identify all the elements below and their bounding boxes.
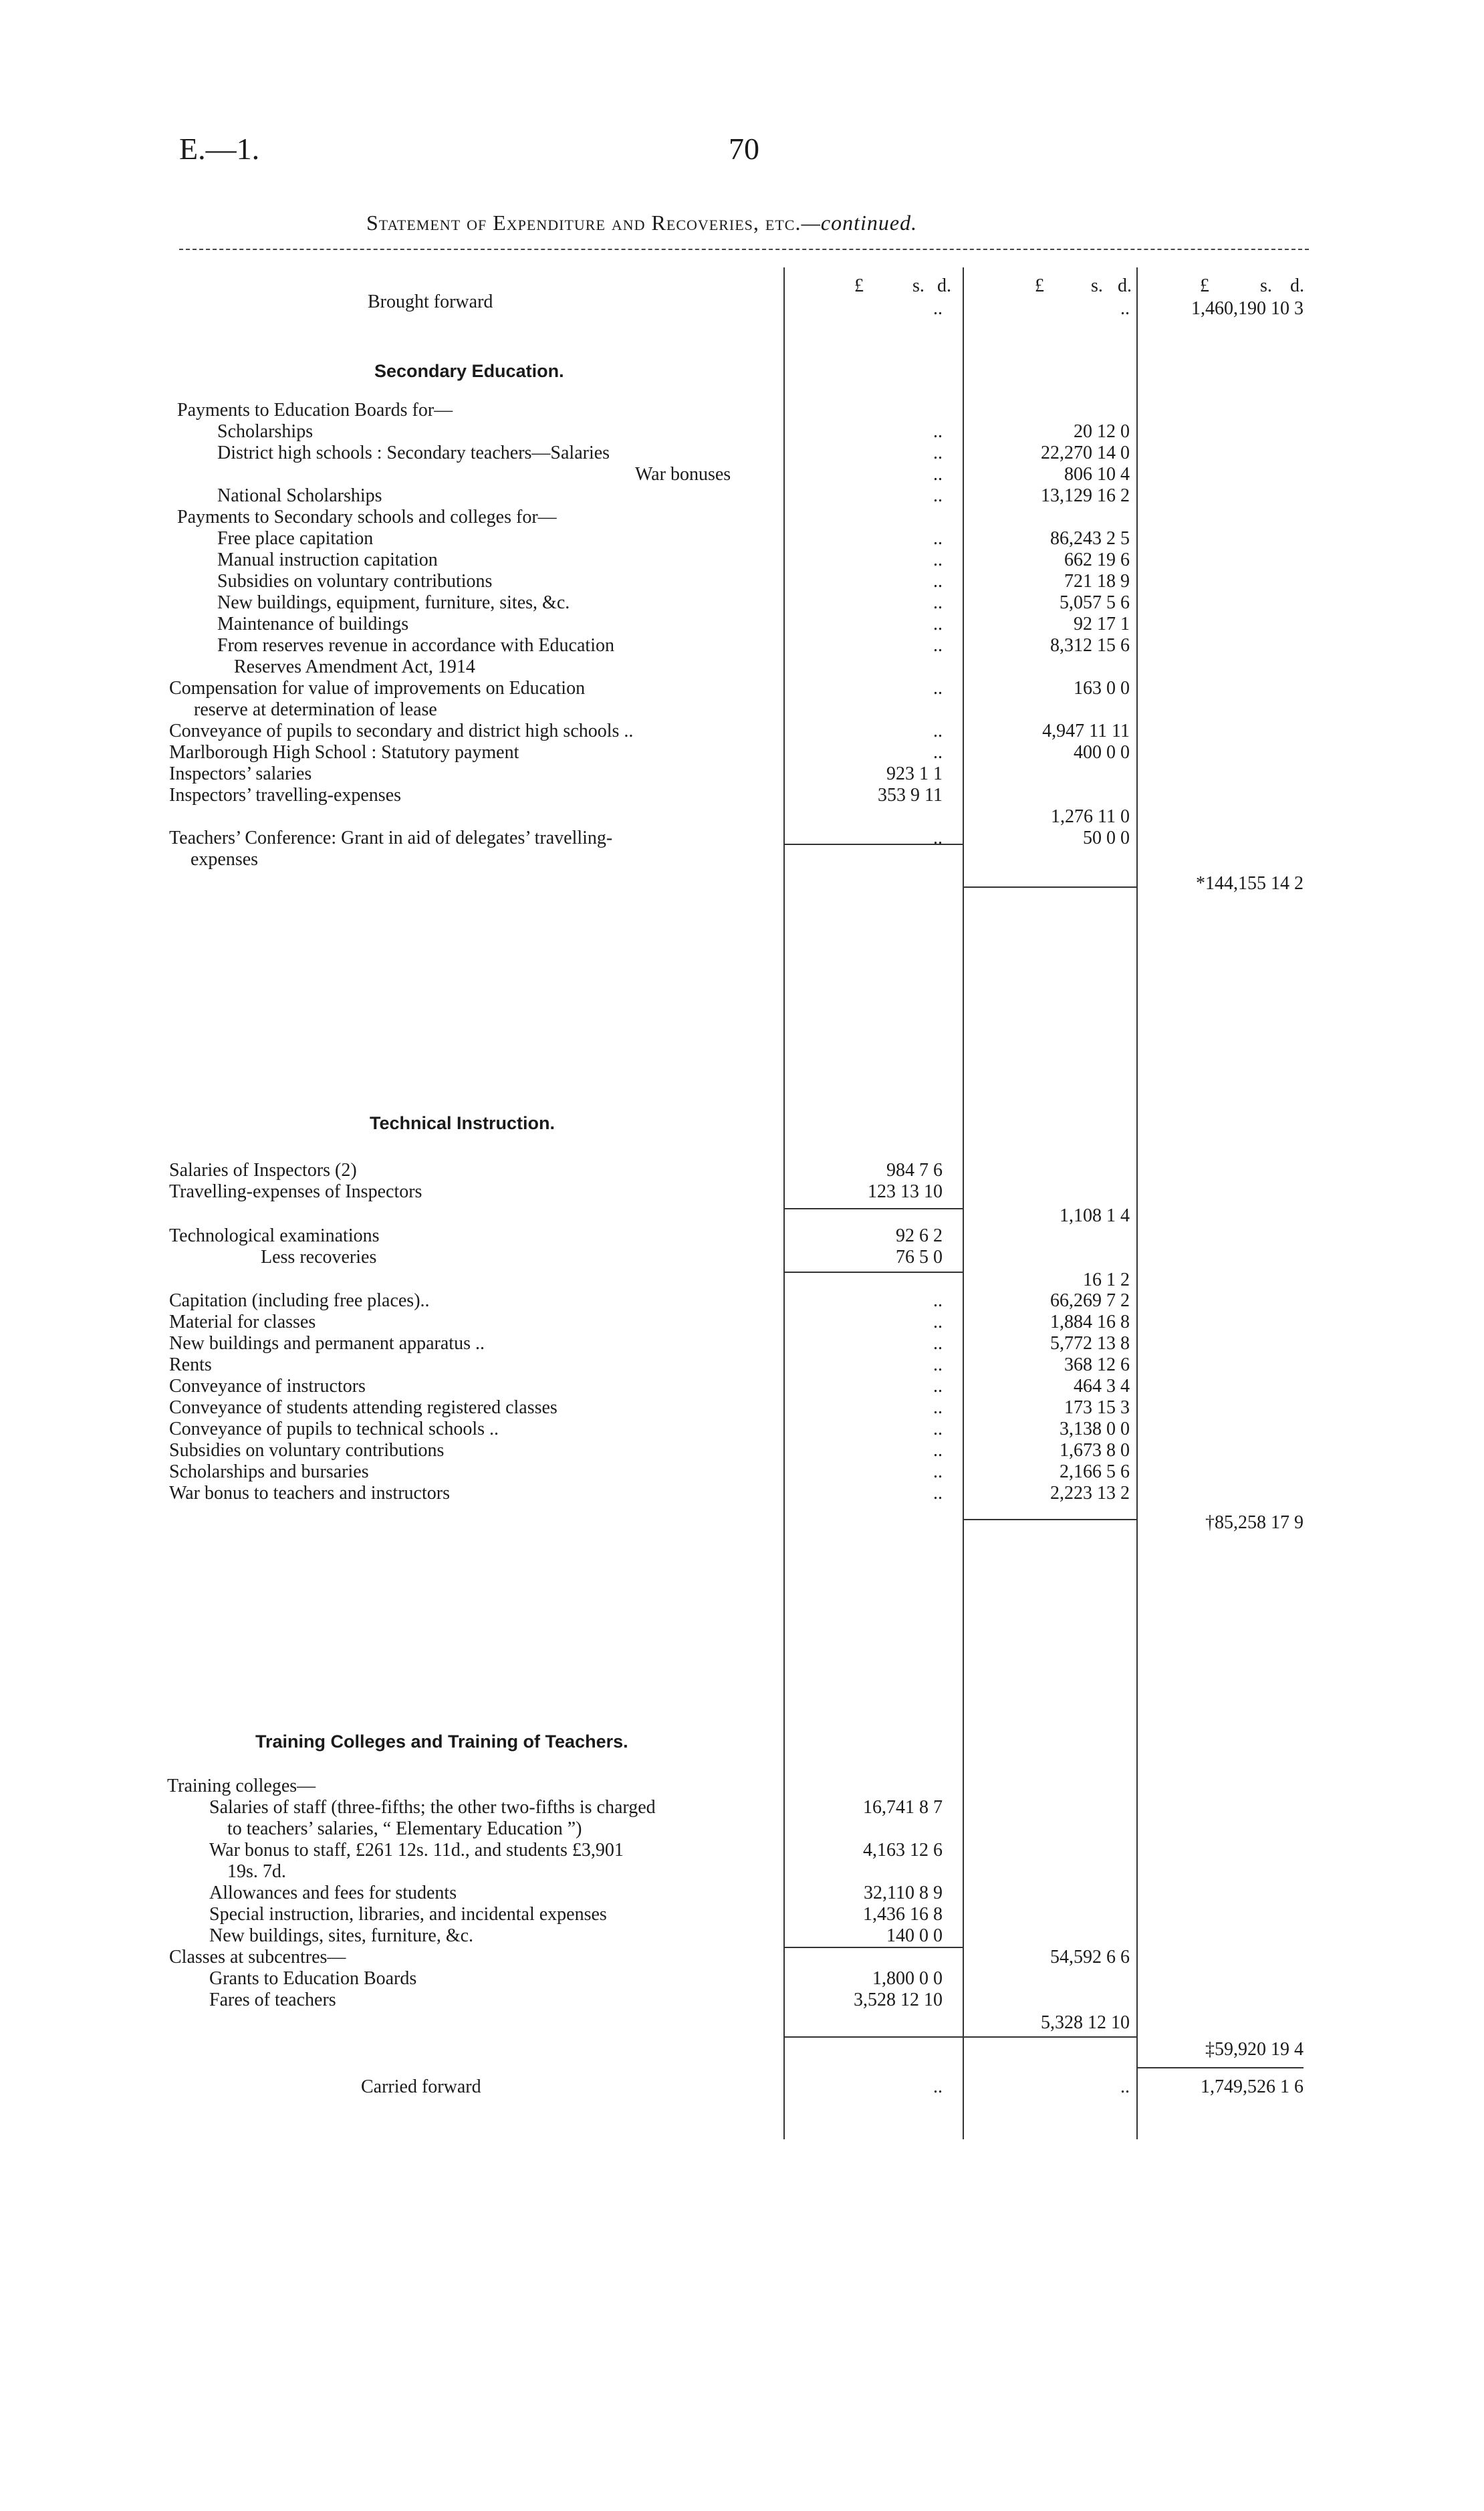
secondary-row-c1: .. bbox=[933, 528, 943, 549]
technical-row bbox=[167, 1312, 769, 1333]
secondary-row-c2: 20 12 0 bbox=[1074, 421, 1130, 442]
technical-row-c1: 76 5 0 bbox=[896, 1247, 943, 1268]
training-row bbox=[167, 1925, 769, 1947]
training-row-c1: 1,436 16 8 bbox=[863, 1904, 943, 1925]
technical-row bbox=[167, 1181, 769, 1203]
technical-row-c2: 2,223 13 2 bbox=[1050, 1483, 1130, 1504]
secondary-row-c2: 1,276 11 0 bbox=[1051, 806, 1130, 827]
secondary-row-label: Free place capitation bbox=[217, 528, 374, 549]
training-row-c2: 5,328 12 10 bbox=[1041, 2012, 1130, 2033]
technical-row bbox=[167, 1290, 769, 1312]
secondary-row-c2: 22,270 14 0 bbox=[1041, 443, 1130, 463]
training-row-label: Classes at subcentres— bbox=[169, 1947, 346, 1967]
training-row-label: New buildings, sites, furniture, &c. bbox=[209, 1925, 474, 1946]
training-row-label: Special instruction, libraries, and incidental expenses bbox=[209, 1904, 607, 1925]
page-title bbox=[366, 211, 917, 235]
training-row-label: Grants to Education Boards bbox=[209, 1968, 417, 1989]
col3-pence-header: d. bbox=[1290, 275, 1304, 296]
secondary-row-label: Subsidies on voluntary contributions bbox=[217, 571, 493, 592]
training-row bbox=[167, 1861, 769, 1883]
secondary-row bbox=[167, 806, 769, 828]
technical-row-label: Capitation (including free places).. bbox=[169, 1290, 430, 1311]
training-total: ‡59,920 19 4 bbox=[1205, 2039, 1304, 2060]
secondary-row-c1: 923 1 1 bbox=[886, 763, 943, 784]
technical-row-c1: .. bbox=[933, 1461, 943, 1482]
technical-row-c2: 1,673 8 0 bbox=[1060, 1440, 1130, 1461]
title-continued: —continued. bbox=[801, 211, 918, 235]
carried-forward-c2: .. bbox=[1120, 2076, 1130, 2097]
secondary-row-c1: .. bbox=[933, 443, 943, 463]
training-rule-1 bbox=[783, 1947, 963, 1948]
training-row-c1: 32,110 8 9 bbox=[864, 1883, 943, 1903]
training-row bbox=[167, 1968, 769, 1990]
technical-row-c1: .. bbox=[933, 1419, 943, 1439]
secondary-row bbox=[167, 721, 769, 742]
title-main: Statement of Expenditure and Recoveries, etc. bbox=[366, 211, 801, 235]
training-row bbox=[167, 1904, 769, 1925]
training-row-label: Allowances and fees for students bbox=[209, 1883, 457, 1903]
training-row bbox=[167, 1776, 769, 1797]
technical-row-label: New buildings and permanent apparatus .. bbox=[169, 1333, 485, 1354]
secondary-row-label: expenses bbox=[191, 849, 259, 870]
secondary-row-c1: .. bbox=[933, 485, 943, 506]
technical-row-c1: 123 13 10 bbox=[868, 1181, 943, 1202]
technical-row-c1: .. bbox=[933, 1290, 943, 1311]
secondary-row bbox=[167, 849, 769, 870]
secondary-row bbox=[167, 528, 769, 550]
col3-pound-header: £ bbox=[1200, 275, 1209, 296]
carried-forward-c1: .. bbox=[933, 2076, 943, 2097]
technical-row bbox=[167, 1354, 769, 1376]
secondary-row-label: Compensation for value of improvements on Education bbox=[169, 678, 586, 699]
training-row-label: War bonus to staff, £261 12s. 11d., and students £3,901 bbox=[209, 1840, 624, 1861]
technical-row bbox=[167, 1440, 769, 1461]
technical-row-label: Conveyance of instructors bbox=[169, 1376, 366, 1397]
training-row bbox=[167, 1840, 769, 1861]
technical-row-label: Conveyance of students attending registered classes bbox=[169, 1397, 558, 1418]
col2-pound-header: £ bbox=[1035, 275, 1044, 296]
technical-row bbox=[167, 1333, 769, 1354]
col3-shilling-header: s. bbox=[1260, 275, 1272, 296]
technical-row-c2: 1,108 1 4 bbox=[1060, 1205, 1130, 1226]
technical-row-c2: 1,884 16 8 bbox=[1050, 1312, 1130, 1332]
brought-forward-label: Brought forward bbox=[368, 291, 493, 312]
secondary-row-label: reserve at determination of lease bbox=[194, 699, 437, 720]
technical-rule-2 bbox=[783, 1272, 963, 1273]
secondary-row bbox=[167, 614, 769, 635]
technical-row bbox=[167, 1419, 769, 1440]
technical-row-c1: .. bbox=[933, 1312, 943, 1332]
training-total-rule bbox=[1136, 2067, 1304, 2068]
technical-row-label: Salaries of Inspectors (2) bbox=[169, 1160, 357, 1181]
secondary-row bbox=[167, 828, 769, 849]
technical-row-c2: 368 12 6 bbox=[1064, 1354, 1130, 1375]
secondary-row-c1: .. bbox=[933, 421, 943, 442]
secondary-row bbox=[167, 763, 769, 785]
technical-row bbox=[167, 1160, 769, 1181]
technical-row-label: Rents bbox=[169, 1354, 212, 1375]
secondary-row-c2: 8,312 15 6 bbox=[1050, 635, 1130, 656]
technical-row-c1: .. bbox=[933, 1397, 943, 1418]
secondary-row-c1: 353 9 11 bbox=[878, 785, 943, 806]
secondary-row-c1: .. bbox=[933, 678, 943, 699]
secondary-row bbox=[167, 550, 769, 571]
training-row-c1: 1,800 0 0 bbox=[872, 1968, 943, 1989]
technical-row-c1: .. bbox=[933, 1483, 943, 1504]
secondary-row bbox=[167, 656, 769, 678]
brought-forward-row bbox=[167, 291, 769, 313]
technical-total-rule bbox=[963, 1519, 1136, 1520]
technical-row-label: Travelling-expenses of Inspectors bbox=[169, 1181, 422, 1202]
technical-row-label: Scholarships and bursaries bbox=[169, 1461, 369, 1482]
training-row bbox=[167, 1990, 769, 2011]
secondary-row-c2: 806 10 4 bbox=[1064, 464, 1130, 485]
secondary-row-label: Conveyance of pupils to secondary and district high schools .. bbox=[169, 721, 634, 741]
technical-row bbox=[167, 1270, 769, 1291]
secondary-row-label: National Scholarships bbox=[217, 485, 382, 506]
technical-total: †85,258 17 9 bbox=[1205, 1512, 1304, 1533]
technical-row-label: Less recoveries bbox=[261, 1247, 377, 1268]
training-row bbox=[167, 1883, 769, 1904]
secondary-row-label: Maintenance of buildings bbox=[217, 614, 409, 634]
training-heading: Training Colleges and Training of Teachers. bbox=[255, 1731, 628, 1752]
technical-row-c2: 173 15 3 bbox=[1064, 1397, 1130, 1418]
training-row-label: Salaries of staff (three-fifths; the other two-fifths is charged bbox=[209, 1797, 656, 1818]
carried-forward-total: 1,749,526 1 6 bbox=[1201, 2076, 1304, 2097]
training-rule-3 bbox=[963, 2036, 1136, 2038]
technical-row-label: Subsidies on voluntary contributions bbox=[169, 1440, 445, 1461]
col2-pence-header: d. bbox=[1118, 275, 1132, 296]
training-row-label: Training colleges— bbox=[167, 1776, 316, 1796]
secondary-row-label: From reserves revenue in accordance with Education bbox=[217, 635, 614, 656]
training-row-c1: 140 0 0 bbox=[886, 1925, 943, 1946]
secondary-row-c1: .. bbox=[933, 721, 943, 741]
carried-forward-row bbox=[167, 2076, 769, 2098]
technical-row-c2: 66,269 7 2 bbox=[1050, 1290, 1130, 1311]
secondary-row-c1: .. bbox=[933, 571, 943, 592]
secondary-row bbox=[167, 443, 769, 464]
secondary-row-c2: 50 0 0 bbox=[1083, 828, 1130, 848]
brought-forward-total: 1,460,190 10 3 bbox=[1191, 298, 1304, 319]
secondary-row-c2: 4,947 11 11 bbox=[1042, 721, 1130, 741]
training-row bbox=[167, 1818, 769, 1840]
secondary-row-c1: .. bbox=[933, 742, 943, 763]
secondary-row bbox=[167, 678, 769, 699]
technical-row-c2: 5,772 13 8 bbox=[1050, 1333, 1130, 1354]
secondary-row bbox=[167, 699, 769, 721]
secondary-row-c2: 13,129 16 2 bbox=[1041, 485, 1130, 506]
training-row bbox=[167, 1947, 769, 1968]
brought-forward-c2: .. bbox=[1120, 298, 1130, 319]
page-number: 70 bbox=[729, 132, 759, 166]
secondary-row-c2: 86,243 2 5 bbox=[1050, 528, 1130, 549]
secondary-row-c2: 400 0 0 bbox=[1074, 742, 1130, 763]
secondary-row bbox=[167, 400, 769, 421]
technical-row-c2: 16 1 2 bbox=[1083, 1270, 1130, 1290]
training-rule-2 bbox=[783, 2036, 963, 2038]
secondary-row-c1: .. bbox=[933, 614, 943, 634]
technical-row bbox=[167, 1247, 769, 1268]
secondary-total-rule bbox=[963, 886, 1136, 888]
brought-forward-c1: .. bbox=[933, 298, 943, 319]
secondary-row-label: War bonuses bbox=[635, 464, 731, 485]
technical-row bbox=[167, 1205, 769, 1227]
technical-row-label: Material for classes bbox=[169, 1312, 316, 1332]
training-row-c1: 4,163 12 6 bbox=[863, 1840, 943, 1861]
col2-shilling-header: s. bbox=[1091, 275, 1103, 296]
training-row-c2: 54,592 6 6 bbox=[1050, 1947, 1130, 1967]
secondary-row-label: Marlborough High School : Statutory payment bbox=[169, 742, 519, 763]
technical-row-label: Technological examinations bbox=[169, 1225, 380, 1246]
secondary-row-label: New buildings, equipment, furniture, sites, &c. bbox=[217, 592, 570, 613]
secondary-row-c2: 5,057 5 6 bbox=[1060, 592, 1130, 613]
technical-row-label: War bonus to teachers and instructors bbox=[169, 1483, 450, 1504]
technical-row-c1: 984 7 6 bbox=[886, 1160, 943, 1181]
secondary-row-c1: .. bbox=[933, 550, 943, 570]
secondary-row-label: Inspectors’ travelling-expenses bbox=[169, 785, 402, 806]
secondary-row-c2: 721 18 9 bbox=[1064, 571, 1130, 592]
secondary-row bbox=[167, 464, 769, 485]
technical-row-c1: .. bbox=[933, 1376, 943, 1397]
technical-row-c2: 3,138 0 0 bbox=[1060, 1419, 1130, 1439]
secondary-row bbox=[167, 635, 769, 656]
secondary-row-label: Manual instruction capitation bbox=[217, 550, 438, 570]
technical-heading: Technical Instruction. bbox=[370, 1113, 555, 1133]
column-rule-3 bbox=[1136, 267, 1138, 2139]
technical-row-c1: .. bbox=[933, 1440, 943, 1461]
secondary-row-c2: 662 19 6 bbox=[1064, 550, 1130, 570]
technical-row bbox=[167, 1225, 769, 1247]
secondary-row-c1: .. bbox=[933, 464, 943, 485]
technical-row-label: Conveyance of pupils to technical schools .. bbox=[169, 1419, 499, 1439]
col1-shilling-header: s. bbox=[912, 275, 924, 296]
secondary-row-label: District high schools : Secondary teachers—Salaries bbox=[217, 443, 610, 463]
secondary-row bbox=[167, 485, 769, 507]
secondary-row-label: Scholarships bbox=[217, 421, 314, 442]
col1-pence-header: d. bbox=[937, 275, 951, 296]
training-row-c1: 3,528 12 10 bbox=[854, 1990, 943, 2010]
col1-pound-header: £ bbox=[854, 275, 864, 296]
training-row-c1: 16,741 8 7 bbox=[863, 1797, 943, 1818]
secondary-total: *144,155 14 2 bbox=[1196, 873, 1304, 894]
secondary-row-c1: .. bbox=[933, 592, 943, 613]
training-row-label: to teachers’ salaries, “ Elementary Education ”) bbox=[227, 1818, 582, 1839]
secondary-subtotal-rule bbox=[783, 844, 963, 845]
secondary-row-label: Teachers’ Conference: Grant in aid of delegates’ travelling- bbox=[169, 828, 613, 848]
training-row-label: 19s. 7d. bbox=[227, 1861, 286, 1882]
secondary-row-label: Payments to Secondary schools and colleges for— bbox=[177, 507, 557, 527]
technical-row bbox=[167, 1461, 769, 1483]
secondary-row-c1: .. bbox=[933, 635, 943, 656]
secondary-row-c2: 163 0 0 bbox=[1074, 678, 1130, 699]
technical-row-c1: 92 6 2 bbox=[896, 1225, 943, 1246]
technical-row bbox=[167, 1483, 769, 1504]
training-row bbox=[167, 2012, 769, 2034]
secondary-row-c1: .. bbox=[933, 828, 943, 848]
secondary-row bbox=[167, 571, 769, 592]
technical-row-c1: .. bbox=[933, 1354, 943, 1375]
technical-row bbox=[167, 1376, 769, 1397]
secondary-row bbox=[167, 592, 769, 614]
technical-row-c1: .. bbox=[933, 1333, 943, 1354]
top-rule bbox=[179, 249, 1309, 250]
training-row-label: Fares of teachers bbox=[209, 1990, 336, 2010]
secondary-row bbox=[167, 742, 769, 763]
training-row bbox=[167, 1797, 769, 1818]
technical-row bbox=[167, 1397, 769, 1419]
secondary-row-label: Inspectors’ salaries bbox=[169, 763, 312, 784]
secondary-row-c2: 92 17 1 bbox=[1074, 614, 1130, 634]
secondary-row-label: Payments to Education Boards for— bbox=[177, 400, 453, 421]
technical-row-c2: 464 3 4 bbox=[1074, 1376, 1130, 1397]
secondary-heading: Secondary Education. bbox=[374, 361, 564, 381]
document-reference: E.—1. bbox=[179, 132, 260, 166]
technical-rule-1 bbox=[783, 1208, 963, 1209]
secondary-row bbox=[167, 785, 769, 806]
technical-row-c2: 2,166 5 6 bbox=[1060, 1461, 1130, 1482]
secondary-row bbox=[167, 507, 769, 528]
secondary-row bbox=[167, 421, 769, 443]
carried-forward-label: Carried forward bbox=[361, 2076, 481, 2097]
secondary-row-label: Reserves Amendment Act, 1914 bbox=[234, 656, 475, 677]
